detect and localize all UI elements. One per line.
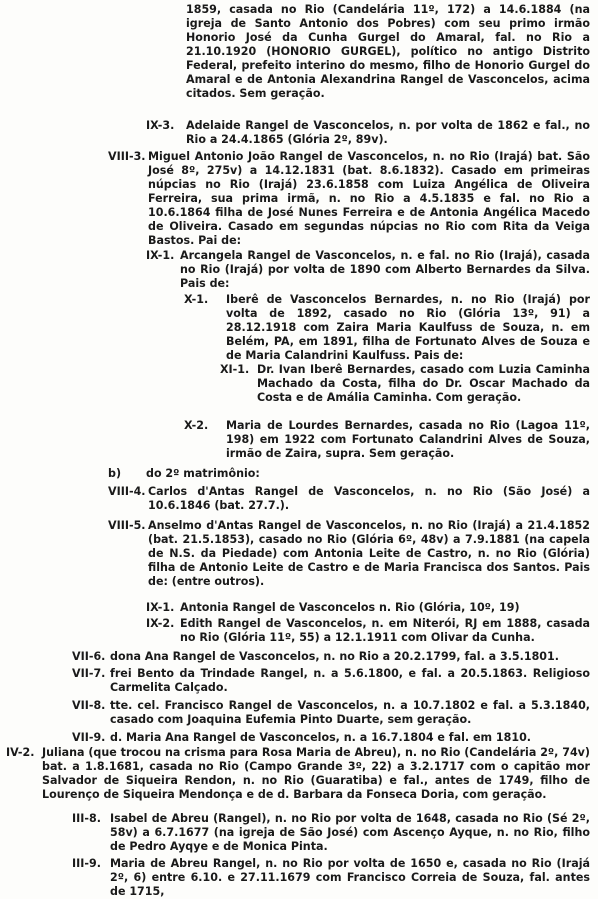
entry-vii-6: dona Ana Rangel de Vasconcelos, n. no Rio a 20.2.1799, fal. a 3.5.1801. <box>110 650 559 663</box>
entry-vii-7: frei Bento da Trindade Rangel, n. a 5.6.1800, e fal. a 20.5.1863. Religioso Carmelita Calçado. <box>110 667 590 695</box>
entry-vii-8: tte. cel. Francisco Rangel de Vasconcelos, n. a 10.7.1802 e fal. a 5.3.1840, casado com Joaquina Eufemia Pinto Duarte, sem geração. <box>110 699 590 727</box>
entry-viii-5: Anselmo d'Antas Rangel de Vasconcelos, n. no Rio (Irajá) a 21.4.1852 (bat. 21.5.1853), casado no Rio (Glória 6º, 48v) a 7.9.1881 (na capela de N.S. da Piedade) com Antonia Leite de Castro, n. no Rio (Glória) filha de Antonio Leite de Castro e de Maria Francisca dos Santos. Pais de: (entre outros). <box>148 519 590 589</box>
entry-number-iii-8: III-8. <box>72 812 101 825</box>
entry-number-iii-9: III-9. <box>72 857 101 870</box>
entry-ix-2: Edith Rangel de Vasconcelos, n. em Niterói, RJ em 1888, casada no Rio (Glória 11º, 55) a 12.1.1911 com Olivar da Cunha. <box>180 617 590 645</box>
entry-number-ix-1: IX-1. <box>146 249 175 262</box>
entry-continuation: 1859, casada no Rio (Candelária 11º, 172) a 14.6.1884 (na igreja de Santo Antonio dos Pobres) com seu primo irmão Honorio José da Cunha Gurgel do Amaral, fal. no Rio a 21.10.1920 (HONORIO GURGEL), político no antigo Distrito Federal, prefeito interino do mesmo, filho de Honorio Gurgel do Amaral e de Antonia Alexandrina Rangel de Vasconcelos, acima citados. Sem geração. <box>186 3 590 101</box>
entry-ix-3: Adelaide Rangel de Vasconcelos, n. por volta de 1862 e fal., no Rio a 24.4.1865 (Glória 2º, 89v). <box>186 119 590 147</box>
entry-number-x-2: X-2. <box>184 419 209 432</box>
entry-number-viii-5: VIII-5. <box>108 519 146 532</box>
entry-ix-1-b: Antonia Rangel de Vasconcelos n. Rio (Glória, 10º, 19) <box>180 601 520 614</box>
entry-number-vii-9: VII-9. <box>72 731 106 744</box>
entry-number-viii-4: VIII-4. <box>108 485 146 498</box>
entry-number-ix-1-b: IX-1. <box>146 601 175 614</box>
entry-vii-9: d. Maria Ana Rangel de Vasconcelos, n. a 16.7.1804 e fal. em 1810. <box>110 731 532 744</box>
entry-iii-9: Maria de Abreu Rangel, n. no Rio por volta de 1650 e, casada no Rio (Irajá 2º, 6) entre 6.10. e 27.11.1679 com Francisco Correia de Souza, fal. antes de 1715, <box>110 857 590 899</box>
subsection-letter: b) <box>108 467 122 480</box>
entry-number-x-1: X-1. <box>184 293 209 306</box>
entry-x-2: Maria de Lourdes Bernardes, casada no Rio (Lagoa 11º, 198) em 1922 com Fortunato Calandrini Alves de Souza, irmão de Zaira, supra. Sem geração. <box>226 419 590 461</box>
entry-number-vii-6: VII-6. <box>72 650 106 663</box>
entry-viii-3: Miguel Antonio João Rangel de Vasconcelos, n. no Rio (Irajá) bat. São José 8º, 275v) a 14.12.1831 (bat. 8.6.1832). Casado em primeiras núpcias no Rio (Irajá) 23.6.1858 com Luiza Angélica de Oliveira Ferreira, sua prima irmã, n. no Rio a 4.5.1835 e fal. no Rio a 10.6.1864 filha de José Nunes Ferreira e de Antonia Angélica Macedo de Oliveira. Casado em segundas núpcias no Rio com Rita da Veiga Bastos. Pai de: <box>148 150 590 248</box>
entry-iii-8: Isabel de Abreu (Rangel), n. no Rio por volta de 1648, casada no Rio (Sé 2º, 58v) a 6.7.1677 (na igreja de São José) com Ascenço Ayque, n. no Rio, filho de Pedro Ayqye e de Monica Pinta. <box>110 812 590 854</box>
entry-number-ix-2: IX-2. <box>146 617 175 630</box>
entry-number-vii-8: VII-8. <box>72 699 106 712</box>
entry-xi-1: Dr. Ivan Iberê Bernardes, casado com Luzia Caminha Machado da Costa, filha do Dr. Oscar Machado da Costa e de Amália Caminha. Com geração. <box>257 363 590 405</box>
entry-number-vii-7: VII-7. <box>72 667 106 680</box>
entry-iv-2: Juliana (que trocou na crisma para Rosa Maria de Abreu), n. no Rio (Candelária 2º, 74v) bat. a 1.8.1681, casada no Rio (Campo Grande 3º, 22) a 3.2.1717 com o capitão mor Salvador de Siqueira Rendon, n. no Rio (Guaratiba) e fal., antes de 1749, filho de Lourenço de Siqueira Mendonça e de d. Barbara da Fonseca Doria, com geração. <box>42 746 590 802</box>
entry-number-ix-3: IX-3. <box>146 119 175 132</box>
entry-number-viii-3: VIII-3. <box>108 150 146 163</box>
entry-number-xi-1: XI-1. <box>220 363 250 376</box>
entry-viii-4: Carlos d'Antas Rangel de Vasconcelos, n. no Rio (São José) a 10.6.1846 (bat. 27.7.). <box>148 485 590 513</box>
entry-number-iv-2: IV-2. <box>6 746 35 759</box>
subsection-heading: do 2º matrimônio: <box>146 467 260 480</box>
entry-x-1: Iberê de Vasconcelos Bernardes, n. no Rio (Irajá) por volta de 1892, casado no Rio (Glória 13º, 91) a 28.12.1918 com Zaira Maria Kaulfuss de Souza, n. em Belém, PA, em 1891, filha de Fortunato Alves de Souza e de Maria Calandrini Kaulfuss. Pais de: <box>226 293 590 363</box>
entry-ix-1: Arcangela Rangel de Vasconcelos, n. e fal. no Rio (Irajá), casada no Rio (Irajá) por volta de 1890 com Alberto Bernardes da Silva. Pais de: <box>180 249 590 291</box>
